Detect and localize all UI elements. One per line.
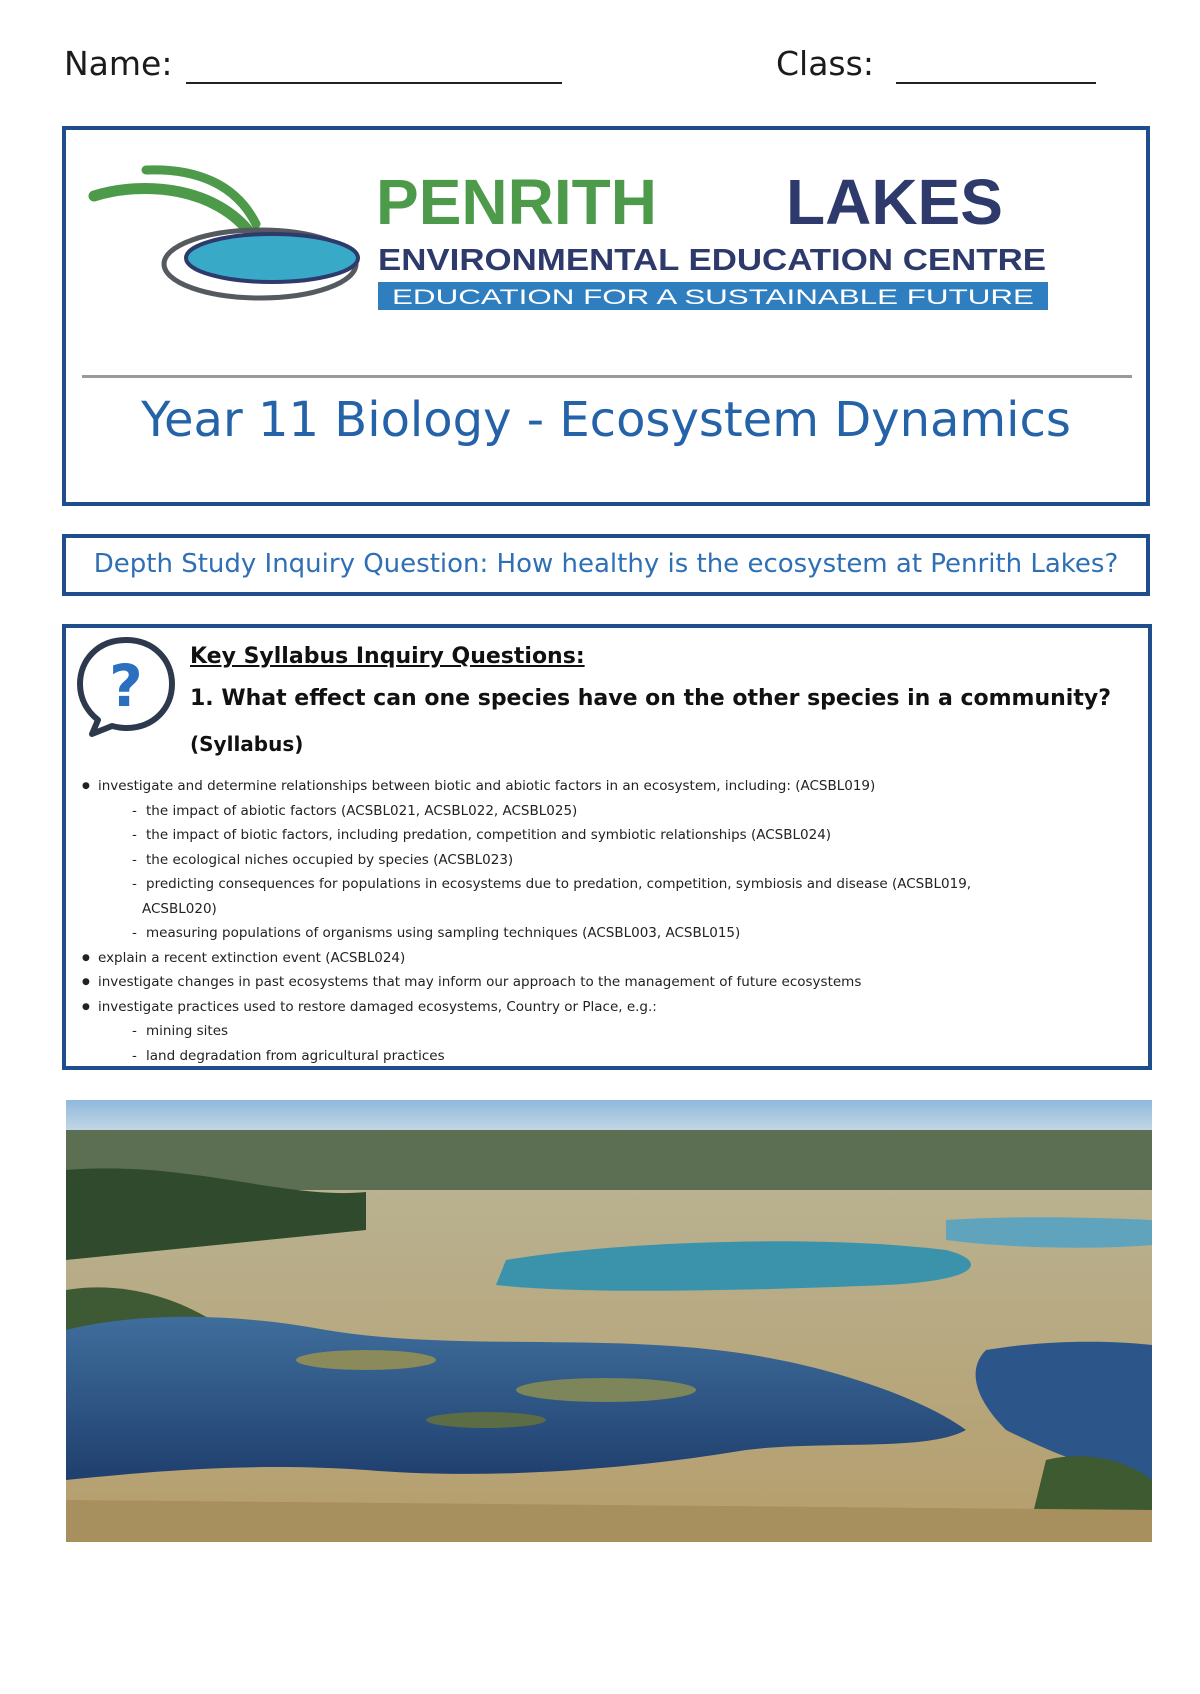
list-item: ● investigate practices used to restore damaged ecosystems, Country or Place, e.g.: xyxy=(80,995,1130,1020)
inquiry-question-box xyxy=(62,534,1150,596)
list-subitem: - predicting consequences for populations in ecosystems due to predation, competition, symbiosis and disease (ACSBL019, xyxy=(132,876,972,892)
list-subitem: - land degradation from agricultural practices xyxy=(132,1047,445,1064)
list-subitem-continued: ACSBL020) xyxy=(142,900,217,917)
key-questions-heading: Key Syllabus Inquiry Questions: xyxy=(190,644,585,669)
logo-org-name-1: PENRITH xyxy=(376,166,657,238)
name-field[interactable] xyxy=(186,82,562,84)
logo-lake xyxy=(186,234,358,282)
header-box xyxy=(62,126,1150,506)
list-item: ● investigate changes in past ecosystems that may inform our approach to the management of future ecosystems xyxy=(80,970,1130,995)
class-field[interactable] xyxy=(896,82,1096,84)
photo-island xyxy=(296,1350,436,1370)
inquiry-question: Depth Study Inquiry Question: How healthy is the ecosystem at Penrith Lakes? xyxy=(93,549,1119,579)
list-subitem: - mining sites xyxy=(132,1023,229,1039)
syllabus-label: (Syllabus) xyxy=(190,732,304,756)
syllabus-list xyxy=(80,774,1130,1068)
logo-tagline: EDUCATION FOR A SUSTAINABLE FUTURE xyxy=(392,286,1034,309)
page-title: Year 11 Biology - Ecosystem Dynamics xyxy=(141,392,1071,448)
list-item: ● investigate and determine relationships between biotic and abiotic factors in an ecosystem, including: (ACSBL019) xyxy=(80,774,1130,799)
photo-far-lake xyxy=(946,1217,1152,1247)
key-question-1: 1. What effect can one species have on the other species in a community? xyxy=(190,686,1111,711)
photo-sky xyxy=(66,1100,1152,1134)
syllabus-box xyxy=(62,624,1152,1070)
question-speech-bubble-icon xyxy=(74,634,178,738)
photo-island xyxy=(516,1378,696,1402)
header-divider xyxy=(82,375,1132,378)
student-details-row xyxy=(64,44,1104,94)
penrith-lakes-logo xyxy=(86,162,1126,322)
list-subitem: - the impact of biotic factors, including predation, competition and symbiotic relationships (ACSBL024) xyxy=(132,827,832,843)
list-subitem: - the ecological niches occupied by species (ACSBL023) xyxy=(132,851,514,868)
list-subitem: - measuring populations of organisms using sampling techniques (ACSBL003, ACSBL015) xyxy=(132,925,741,941)
list-item: ● explain a recent extinction event (ACSBL024) xyxy=(80,946,1130,971)
photo-island xyxy=(426,1412,546,1428)
penrith-lakes-photo xyxy=(66,1100,1152,1542)
class-label: Class: xyxy=(776,44,874,83)
name-label: Name: xyxy=(64,44,173,83)
logo-subtitle: ENVIRONMENTAL EDUCATION CENTRE xyxy=(378,242,1046,277)
list-subitem: - the impact of abiotic factors (ACSBL021, ACSBL022, ACSBL025) xyxy=(132,802,578,819)
logo-org-name-2: LAKES xyxy=(786,166,1003,238)
svg-text:?: ? xyxy=(109,652,143,720)
